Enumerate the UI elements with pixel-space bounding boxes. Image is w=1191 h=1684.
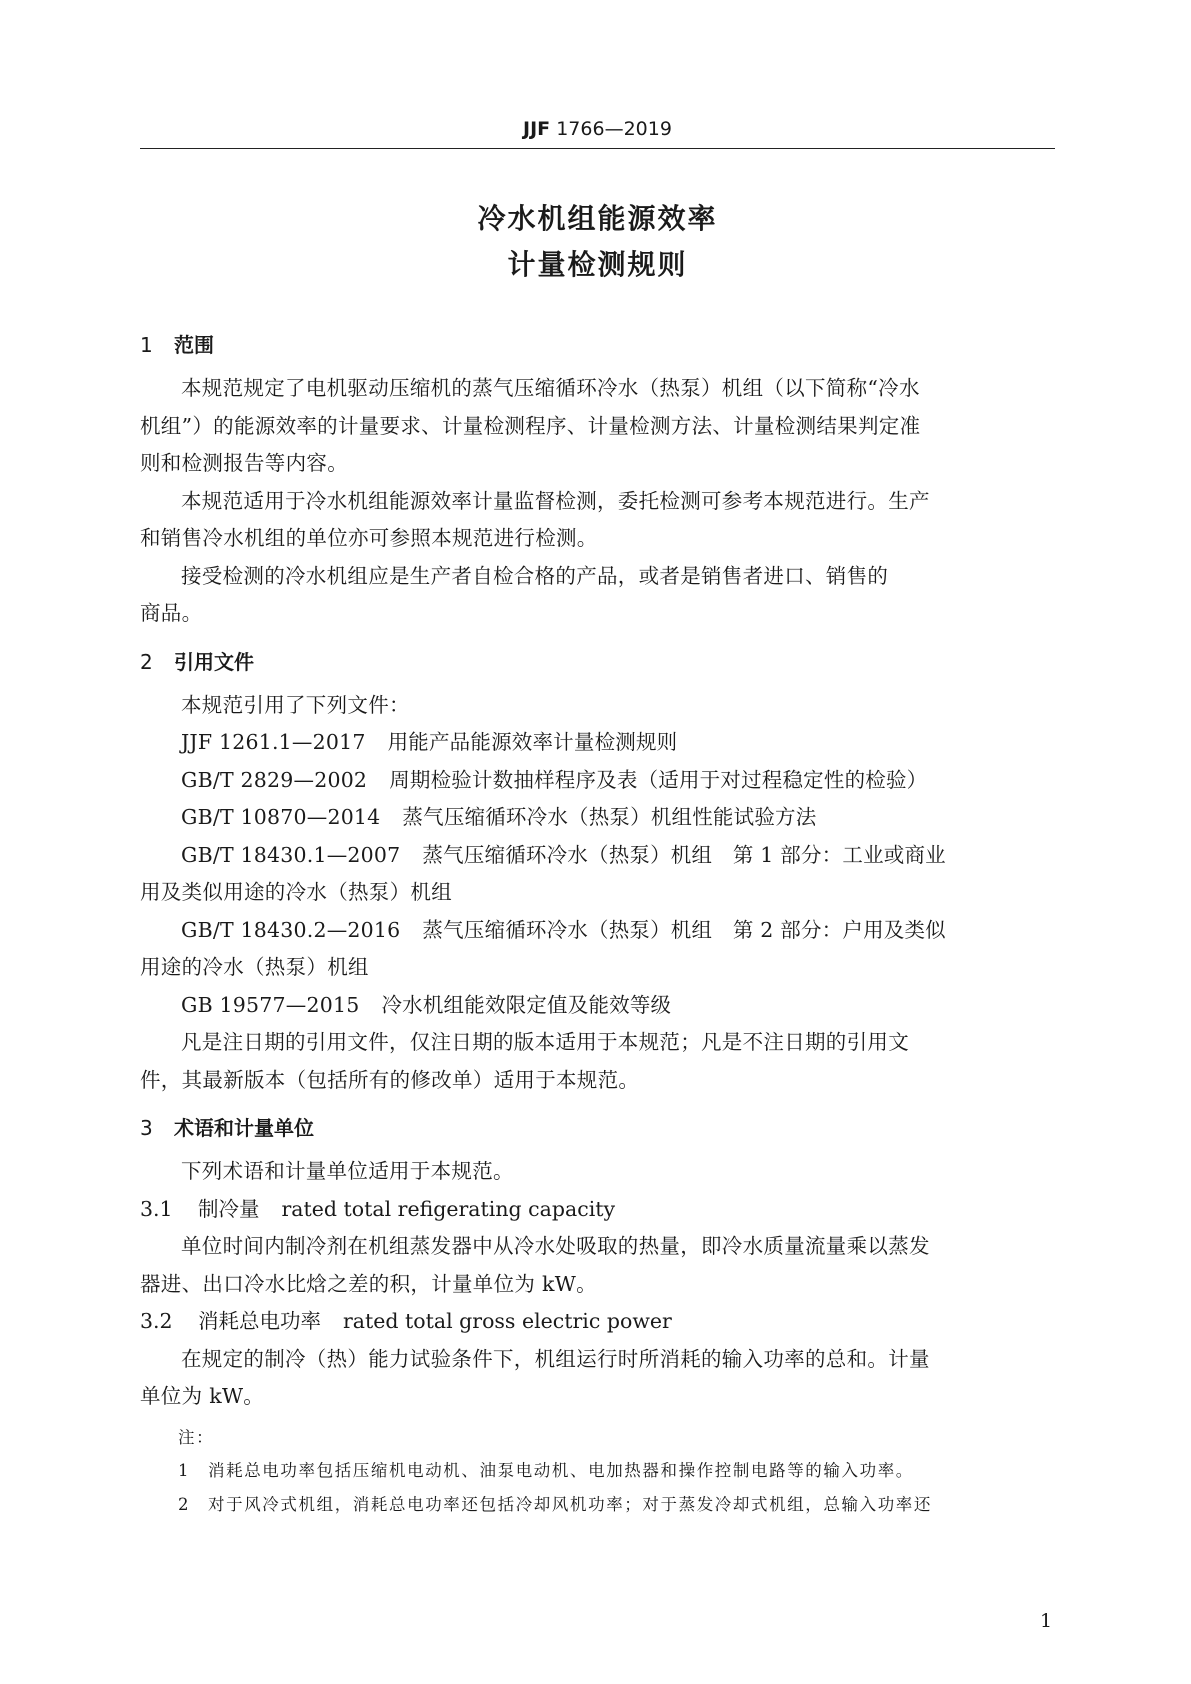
notes-label: 注： xyxy=(178,1427,215,1447)
paragraph-line: 本规范规定了电机驱动压缩机的蒸气压缩循环冷水（热泵）机组（以下简称“冷水 xyxy=(181,376,920,400)
reference-title: 冷水机组能效限定值及能效等级 xyxy=(381,992,672,1017)
section-1-heading xyxy=(140,330,1055,360)
reference-title: 蒸气压缩循环冷水（热泵）机组性能试验方法 xyxy=(402,805,817,829)
reference-entry xyxy=(140,724,1055,762)
note-item xyxy=(178,1454,1055,1488)
document-body xyxy=(140,330,1055,1522)
reference-title: 蒸气压缩循环冷水（热泵）机组 第 1 部分：工业或商业 xyxy=(422,842,946,867)
reference-entry xyxy=(140,837,1055,875)
document-title xyxy=(140,196,1055,288)
paragraph-line: 和销售冷水机组的单位亦可参照本规范进行检测。 xyxy=(140,526,598,550)
section-number: 3 xyxy=(140,1116,153,1140)
title-line-2: 计量检测规则 xyxy=(507,248,688,281)
notes-block xyxy=(140,1422,1055,1522)
paragraph-line: 则和检测报告等内容。 xyxy=(140,451,348,475)
section-title: 术语和计量单位 xyxy=(174,1116,314,1140)
term-chinese: 制冷量 xyxy=(198,1196,260,1221)
section-3-heading xyxy=(140,1113,1055,1143)
header-rule xyxy=(140,148,1055,149)
section-number: 2 xyxy=(140,649,153,674)
reference-standard: GB/T 2829—2002 xyxy=(181,767,368,792)
term-english: rated total gross electric power xyxy=(343,1309,672,1333)
reference-continuation: 用途的冷水（热泵）机组 xyxy=(140,955,369,979)
reference-standard: GB/T 18430.2—2016 xyxy=(181,917,401,942)
paragraph-line: 本规范适用于冷水机组能源效率计量监督检测，委托检测可参考本规范进行。生产 xyxy=(181,488,930,513)
paragraph-line: 单位为 kW。 xyxy=(140,1384,265,1408)
page-number: 1 xyxy=(1040,1610,1053,1632)
paragraph-line: 接受检测的冷水机组应是生产者自检合格的产品，或者是销售者进口、销售的 xyxy=(181,563,889,588)
paragraph-line: 单位时间内制冷剂在机组蒸发器中从冷水处吸取的热量，即冷水质量流量乘以蒸发 xyxy=(181,1234,930,1258)
paragraph-line: 器进、出口冷水比焓之差的积，计量单位为 kW。 xyxy=(140,1271,597,1296)
paragraph-line: 件，其最新版本（包括所有的修改单）适用于本规范。 xyxy=(140,1067,640,1092)
term-entry xyxy=(140,1303,1055,1341)
paragraph-line: 在规定的制冷（热）能力试验条件下，机组运行时所消耗的输入功率的总和。计量 xyxy=(181,1346,930,1371)
paragraph-line: 本规范引用了下列文件： xyxy=(181,692,410,717)
note-text: 消耗总电功率包括压缩机电动机、油泵电动机、电加热器和操作控制电路等的输入功率。 xyxy=(208,1460,914,1480)
reference-continuation: 用及类似用途的冷水（热泵）机组 xyxy=(140,880,452,904)
section-2-heading xyxy=(140,647,1055,677)
term-number: 3.1 xyxy=(140,1196,173,1221)
paragraph-line: 下列术语和计量单位适用于本规范。 xyxy=(181,1159,514,1183)
term-english: rated total refigerating capacity xyxy=(281,1196,616,1221)
section-number: 1 xyxy=(140,333,153,357)
reference-entry xyxy=(140,912,1055,950)
term-entry xyxy=(140,1191,1055,1229)
header-number: 1766—2019 xyxy=(556,118,672,140)
reference-standard: GB 19577—2015 xyxy=(181,992,360,1017)
reference-title: 用能产品能源效率计量检测规则 xyxy=(387,730,678,754)
header-code: JJF xyxy=(523,118,551,140)
reference-entry xyxy=(140,762,1055,800)
note-number: 1 xyxy=(178,1460,191,1480)
reference-entry xyxy=(140,799,1055,837)
reference-title: 蒸气压缩循环冷水（热泵）机组 第 2 部分：户用及类似 xyxy=(422,917,946,942)
note-text: 对于风冷式机组，消耗总电功率还包括冷却风机功率；对于蒸发冷却式机组，总输入功率还 xyxy=(208,1494,932,1514)
reference-standard: GB/T 18430.1—2007 xyxy=(181,842,401,867)
title-line-1: 冷水机组能源效率 xyxy=(477,202,718,235)
paragraph-line: 凡是注日期的引用文件，仅注日期的版本适用于本规范；凡是不注日期的引用文 xyxy=(181,1030,909,1054)
note-item xyxy=(178,1488,1055,1522)
paragraph-line: 商品。 xyxy=(140,601,203,625)
reference-entry xyxy=(140,987,1055,1025)
reference-standard: GB/T 10870—2014 xyxy=(181,805,381,829)
reference-standard: JJF 1261.1—2017 xyxy=(181,730,366,754)
section-title: 范围 xyxy=(174,333,214,357)
running-header xyxy=(140,118,1055,140)
term-chinese: 消耗总电功率 xyxy=(198,1309,321,1333)
note-number: 2 xyxy=(178,1494,191,1514)
reference-title: 周期检验计数抽样程序及表（适用于对过程稳定性的检验） xyxy=(389,767,928,792)
term-number: 3.2 xyxy=(140,1309,173,1333)
section-title: 引用文件 xyxy=(174,649,254,674)
paragraph-line: 机组”）的能源效率的计量要求、计量检测程序、计量检测方法、计量检测结果判定准 xyxy=(140,413,921,438)
